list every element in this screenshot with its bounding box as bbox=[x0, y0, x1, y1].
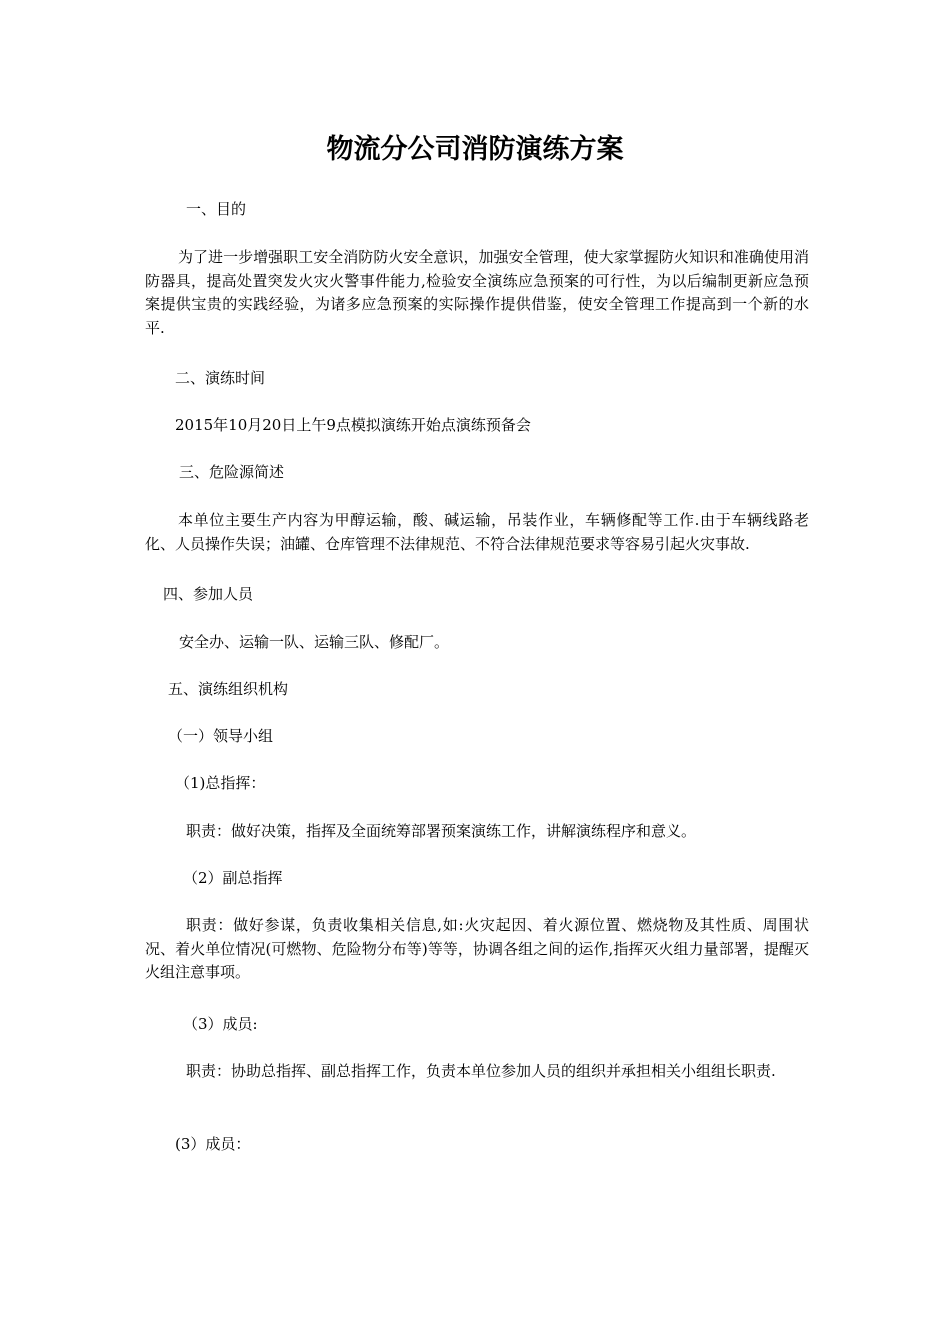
item-heading-commander: （1)总指挥： bbox=[175, 774, 266, 792]
item-heading-members-2: (3）成员： bbox=[175, 1135, 251, 1153]
section-body-purpose: 为了进一步增强职工安全消防防火安全意识，加强安全管理，使大家掌握防火知识和准确使用消防器具，提高处置突发火灾火警事件能力,检验安全演练应急预案的可行性，为以后编制更新应急预案提供宝贵的实践经验，为诸多应急预案的实际操作提供借鉴，使安全管理工作提高到一个新的水平. bbox=[145, 248, 809, 337]
section-heading-purpose: 一、目的 bbox=[186, 200, 247, 218]
document-title: 物流分公司消防演练方案 bbox=[326, 134, 624, 165]
item-body-commander: 职责：做好决策，指挥及全面统筹部署预案演练工作，讲解演练程序和意义。 bbox=[186, 822, 697, 840]
section-body-drill-time: 2015年10月20日上午9点模拟演练开始点演练预备会 bbox=[175, 416, 531, 434]
item-body-deputy: 职责：做好参谋，负责收集相关信息,如:火灾起因、着火源位置、燃烧物及其性质、周围状况、着火单位情况(可燃物、危险物分布等)等等，协调各组之间的运作,指挥灭火组力量部署，提醒灭火组注意事项。 bbox=[145, 916, 809, 981]
item-heading-members: （3）成员: bbox=[183, 1015, 258, 1033]
subsection-heading-leadership: （一）领导小组 bbox=[168, 727, 274, 745]
section-body-hazard: 本单位主要生产内容为甲醇运输，酸、碱运输，吊装作业，车辆修配等工作.由于车辆线路老化、人员操作失误；油罐、仓库管理不法律规范、不符合法律规范要求等容易引起火灾事故. bbox=[145, 511, 809, 553]
section-heading-hazard: 三、危险源简述 bbox=[179, 463, 285, 481]
section-heading-organization: 五、演练组织机构 bbox=[168, 680, 289, 698]
section-heading-participants: 四、参加人员 bbox=[163, 585, 254, 603]
section-heading-drill-time: 二、演练时间 bbox=[175, 369, 266, 387]
item-body-members: 职责：协助总指挥、副总指挥工作，负责本单位参加人员的组织并承担相关小组组长职责. bbox=[186, 1062, 776, 1080]
section-body-participants: 安全办、运输一队、运输三队、修配厂。 bbox=[179, 633, 450, 651]
item-heading-deputy: （2）副总指挥 bbox=[183, 869, 283, 887]
